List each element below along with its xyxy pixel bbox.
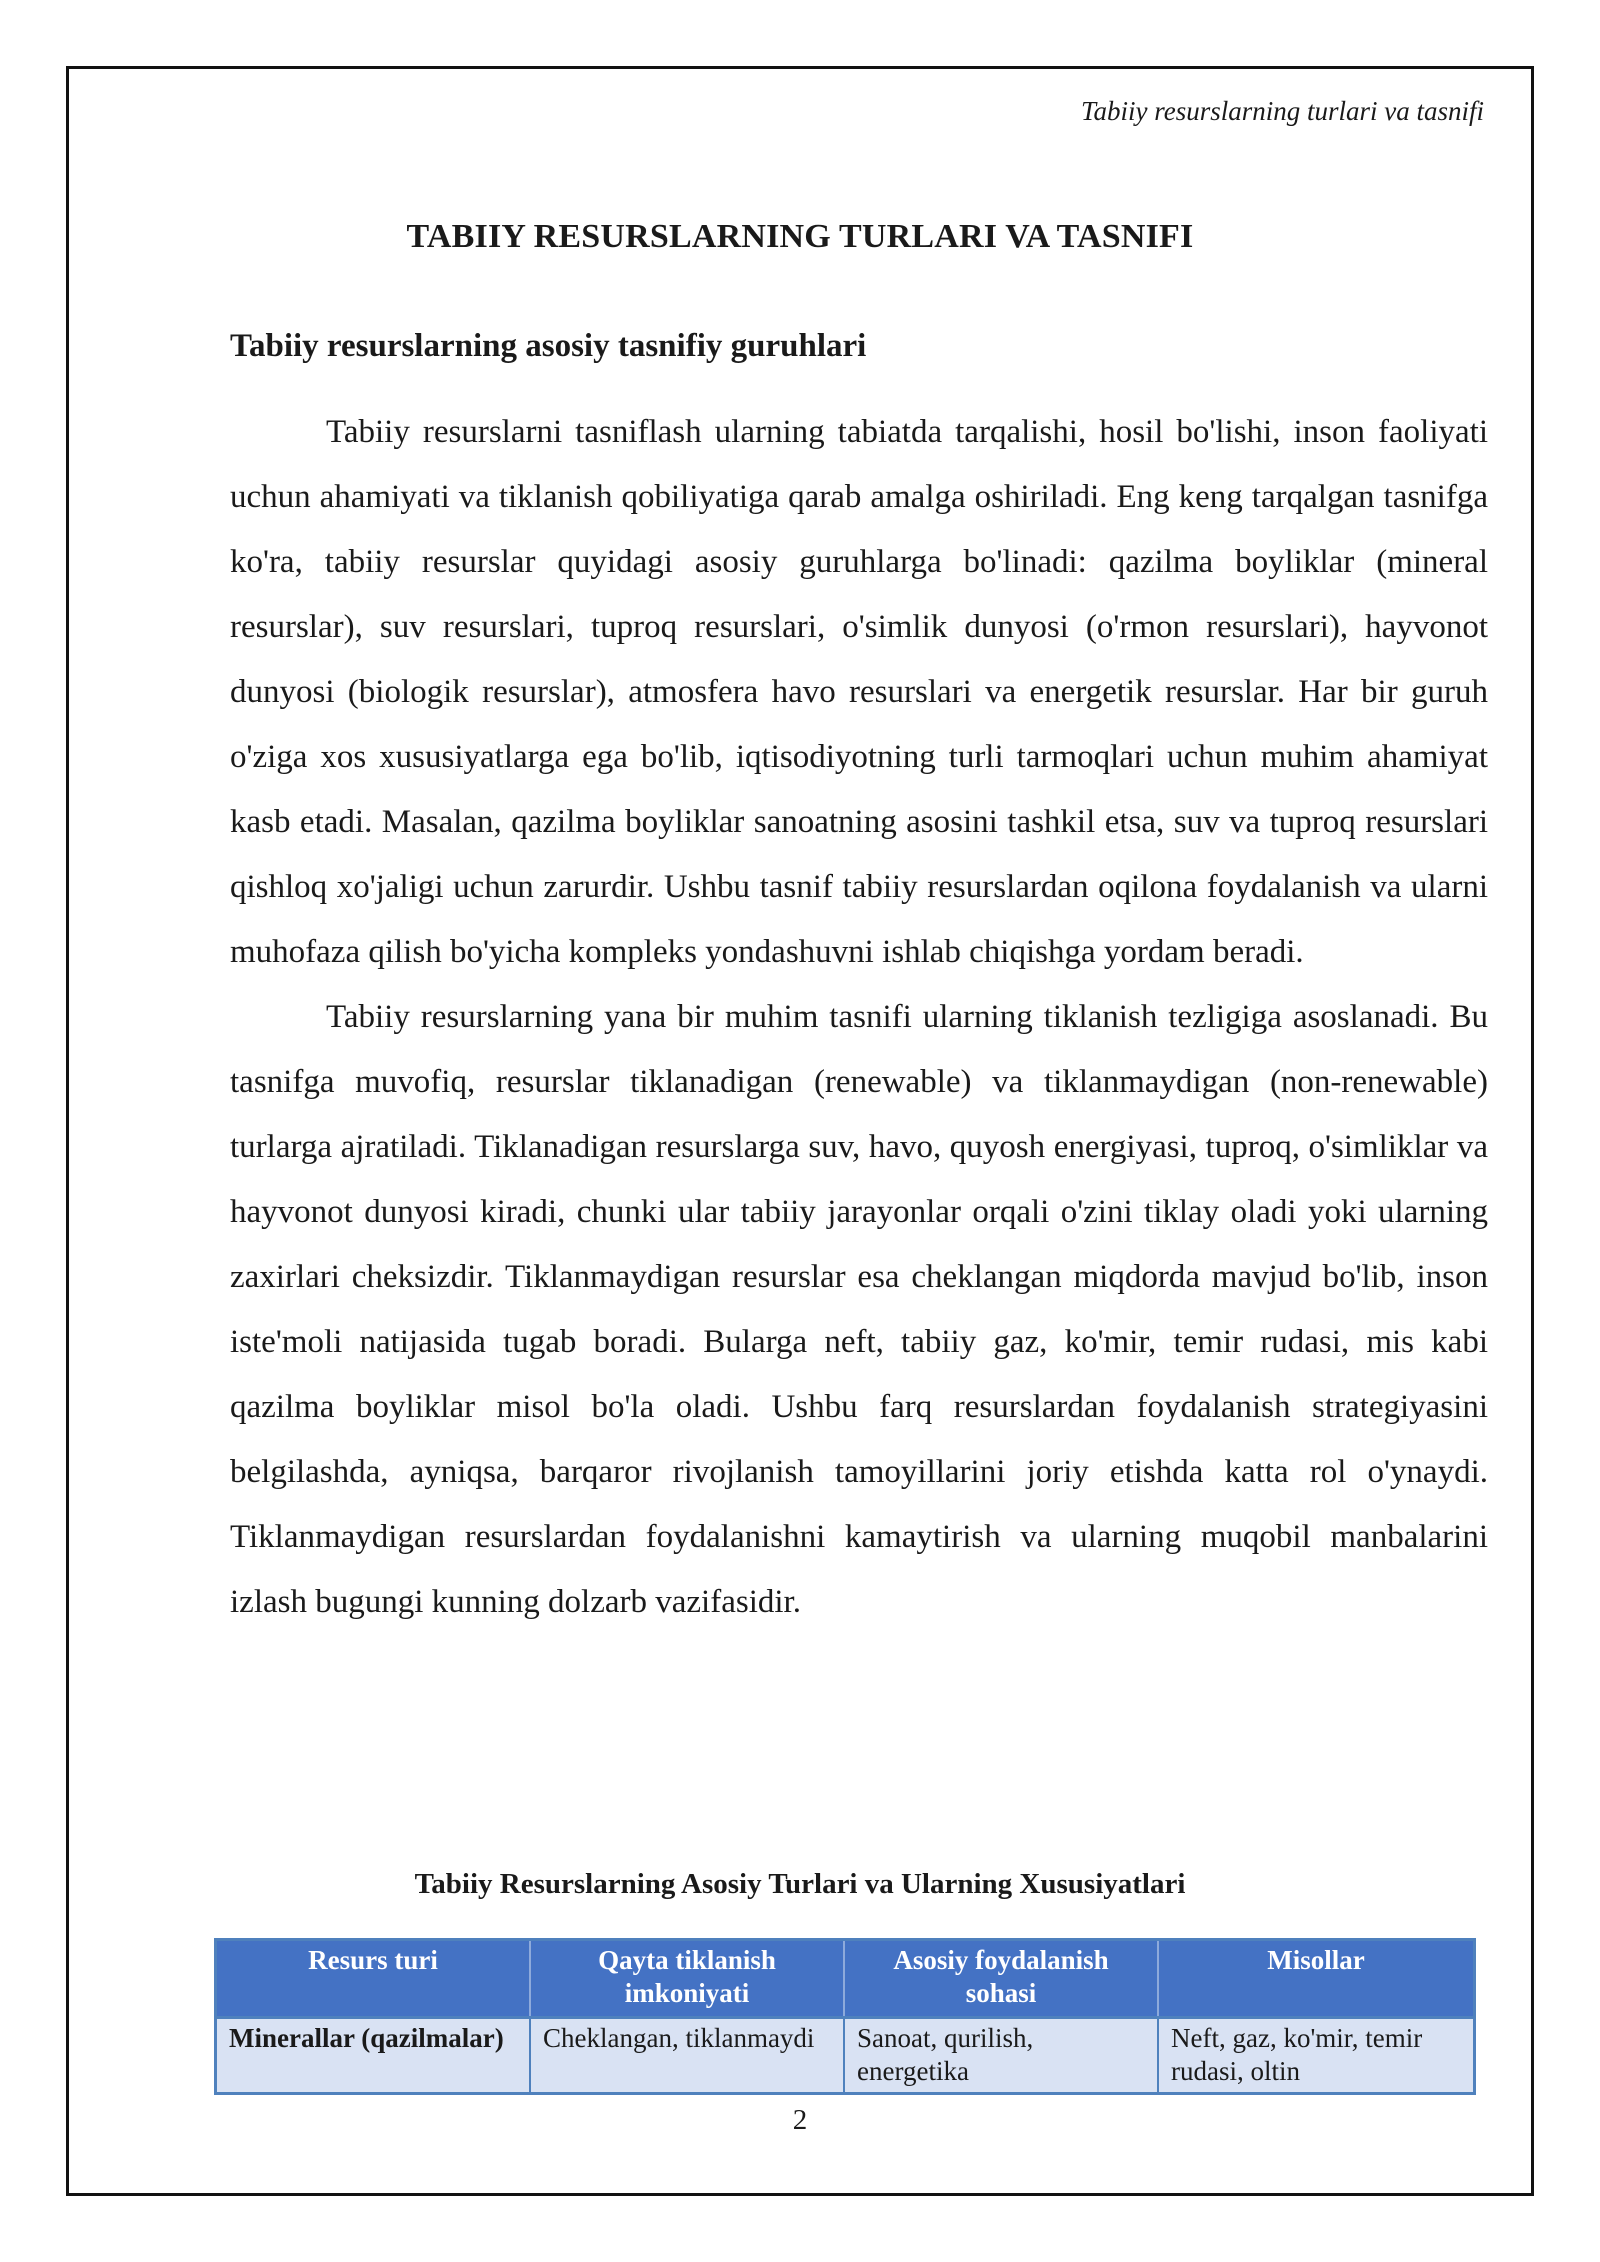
table-cell: Cheklangan, tiklanmaydi (531, 2016, 845, 2092)
page-title: TABIIY RESURSLARNING TURLARI VA TASNIFI (406, 218, 1194, 255)
table-cell: Sanoat, qurilish, energetika (845, 2016, 1159, 2092)
body-text (230, 400, 1488, 1635)
paragraph: Tabiiy resurslarni tasniflash ularning tabiatda tarqalishi, hosil bo'lishi, inson faoliyati uchun ahamiyati va tiklanish qobiliyatiga qarab amalga oshiriladi. Eng keng tarqalgan tasnifga ko'ra, tabiiy resurslar quyidagi asosiy guruhlarga bo'linadi: qazilma boyliklar (mineral resurslar), suv resurslari, tuproq resurslari, o'simlik dunyosi (o'rmon resurslari), hayvonot dunyosi (biologik resurslar), atmosfera havo resurslari va energetik resurslar. Har bir guruh o'ziga xos xususiyatlarga ega bo'lib, iqtisodiyotning turli tarmoqlari uchun muhim ahamiyat kasb etadi. Masalan, qazilma boyliklar sanoatning asosini tashkil etsa, suv va tuproq resurslari qishloq xo'jaligi uchun zarurdir. Ushbu tasnif tabiiy resurslardan oqilona foydalanish va ularni muhofaza qilish bo'yicha kompleks yondashuvni ishlab chiqishga yordam beradi. (230, 414, 1488, 970)
column-header: Qayta tiklanish imkoniyati (531, 1941, 845, 2016)
section-heading: Tabiiy resurslarning asosiy tasnifiy guruhlari (230, 328, 867, 364)
column-header: Asosiy foydalanish sohasi (845, 1941, 1159, 2016)
table-caption: Tabiiy Resurslarning Asosiy Turlari va Ularning Xususiyatlari (414, 1868, 1186, 1900)
column-header: Misollar (1159, 1941, 1473, 2016)
table-cell: Neft, gaz, ko'mir, temir rudasi, oltin (1159, 2016, 1473, 2092)
table-header-row (217, 1941, 1473, 2016)
column-header: Resurs turi (217, 1941, 531, 2016)
running-header: Tabiiy resurslarning turlari va tasnifi (1080, 96, 1484, 126)
page-number: 2 (792, 2104, 808, 2136)
table-cell: Minerallar (qazilmalar) (217, 2016, 531, 2092)
resource-table (214, 1938, 1476, 2095)
table-row (217, 2016, 1473, 2092)
paragraph: Tabiiy resurslarning yana bir muhim tasnifi ularning tiklanish tezligiga asoslanadi. Bu tasnifga muvofiq, resurslar tiklanadigan (renewable) va tiklanmaydigan (non-renewable) turlarga ajratiladi. Tiklanadigan resurslarga suv, havo, quyosh energiyasi, tuproq, o'simliklar va hayvonot dunyosi kiradi, chunki ular tabiiy jarayonlar orqali o'zini tiklay oladi yoki ularning zaxirlari cheksizdir. Tiklanmaydigan resurslar esa cheklangan miqdorda mavjud bo'lib, inson iste'moli natijasida tugab boradi. Bularga neft, tabiiy gaz, ko'mir, temir rudasi, mis kabi qazilma boyliklar misol bo'la oladi. Ushbu farq resurslardan foydalanish strategiyasini belgilashda, ayniqsa, barqaror rivojlanish tamoyillarini joriy etishda katta rol o'ynaydi. Tiklanmaydigan resurslardan foydalanishni kamaytirish va ularning muqobil manbalarini izlash bugungi kunning dolzarb vazifasidir. (230, 999, 1488, 1620)
